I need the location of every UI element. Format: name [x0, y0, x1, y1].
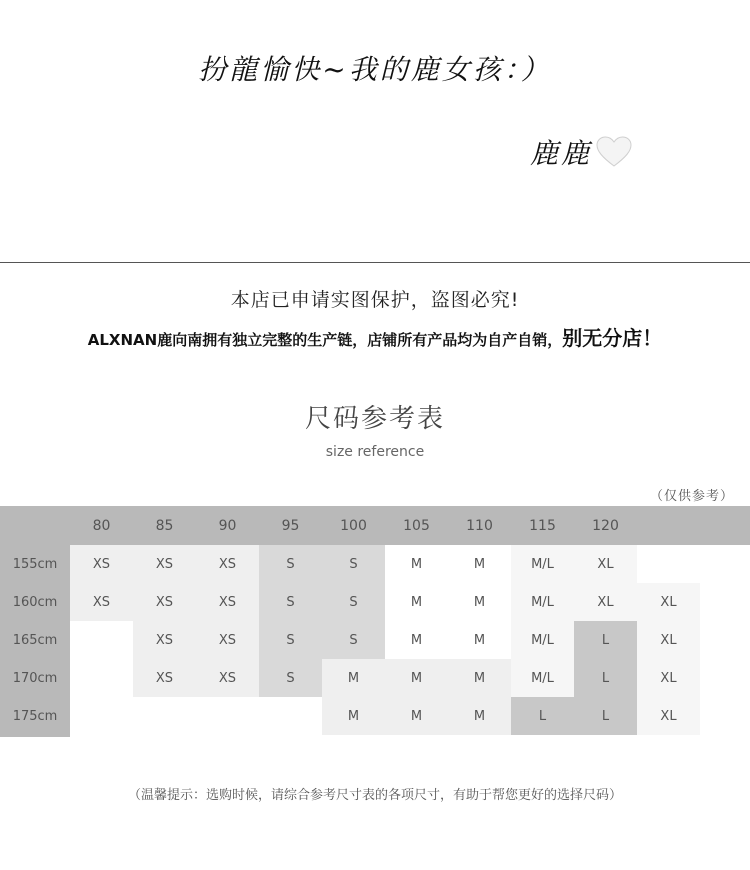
size-cell: XS: [196, 583, 259, 621]
size-cell: [133, 697, 196, 735]
column-header: 115: [529, 517, 556, 534]
size-cell: M: [448, 621, 511, 659]
size-cell: S: [259, 659, 322, 697]
size-cell: XL: [574, 583, 637, 621]
size-cell: M: [385, 621, 448, 659]
size-cell: L: [574, 659, 637, 697]
size-cell: XL: [637, 583, 700, 621]
column-header: 95: [281, 517, 300, 534]
size-cell: [70, 659, 133, 697]
size-cell: M: [448, 583, 511, 621]
heart-icon: [596, 136, 632, 168]
size-cell: XS: [196, 545, 259, 583]
reference-note: （仅供参考）: [649, 489, 734, 504]
size-cell: [70, 621, 133, 659]
size-cell: XS: [70, 583, 133, 621]
column-header: 110: [466, 517, 493, 534]
size-cell: M: [322, 697, 385, 735]
size-table: [0, 506, 750, 737]
size-cell: M: [448, 545, 511, 583]
size-cell: XL: [637, 659, 700, 697]
signature-text: 鹿鹿: [530, 137, 593, 170]
size-cell: M: [385, 697, 448, 735]
size-cell: [637, 545, 700, 583]
column-header: 120: [592, 517, 619, 534]
size-cell: M: [448, 659, 511, 697]
copyright-notice: 本店已申请实图保护，盗图必究!: [230, 289, 520, 311]
row-header: 160cm: [12, 594, 58, 610]
shopping-tip: （温馨提示：选购时候，请综合参考尺寸表的各项尺寸，有助于帮您更好的选择尺码）: [127, 788, 622, 803]
size-cell: XL: [637, 697, 700, 735]
store-notice-main: ALXNAN鹿向南拥有独立完整的生产链，店铺所有产品均为自产自销，: [87, 331, 563, 349]
size-table-subtitle: size reference: [325, 444, 425, 460]
row-header: 165cm: [12, 632, 58, 648]
size-cell: S: [259, 583, 322, 621]
size-cell: XS: [133, 545, 196, 583]
size-cell: L: [511, 697, 574, 735]
greeting-text: 扮龍愉快~我的鹿女孩：）: [198, 53, 552, 86]
size-cell: XL: [637, 621, 700, 659]
size-cell: L: [574, 621, 637, 659]
size-cell: XS: [196, 659, 259, 697]
size-table-title: 尺码参考表: [304, 404, 445, 434]
row-header: 175cm: [12, 708, 58, 724]
size-cell: L: [574, 697, 637, 735]
size-cell: M/L: [511, 621, 574, 659]
size-cell: S: [322, 583, 385, 621]
size-cell: S: [259, 545, 322, 583]
size-cell: [70, 697, 133, 735]
size-cell: XS: [196, 621, 259, 659]
size-cell: [196, 697, 259, 735]
size-cell: M: [385, 659, 448, 697]
size-cell: M: [448, 697, 511, 735]
column-header: 80: [92, 517, 111, 534]
size-cell: M: [385, 545, 448, 583]
size-cell: S: [322, 545, 385, 583]
store-notice-emphasis: 别无分店！: [562, 326, 663, 350]
size-cell: S: [322, 621, 385, 659]
size-cell: XS: [133, 583, 196, 621]
store-notice: [0, 322, 750, 351]
size-cell: M/L: [511, 545, 574, 583]
divider: [0, 262, 750, 263]
row-header: 170cm: [12, 670, 58, 686]
size-cell: XS: [70, 545, 133, 583]
size-cell: XS: [133, 621, 196, 659]
size-cell: M/L: [511, 583, 574, 621]
column-header: 90: [218, 517, 237, 534]
column-header: 100: [340, 517, 367, 534]
size-cell: M: [385, 583, 448, 621]
size-cell: [259, 697, 322, 735]
signature: [530, 132, 632, 172]
size-cell: XL: [574, 545, 637, 583]
size-cell: XS: [133, 659, 196, 697]
size-cell: M/L: [511, 659, 574, 697]
size-cell: S: [259, 621, 322, 659]
row-header: 155cm: [12, 556, 58, 572]
column-header: 85: [155, 517, 174, 534]
size-cell: M: [322, 659, 385, 697]
column-header: 105: [403, 517, 430, 534]
